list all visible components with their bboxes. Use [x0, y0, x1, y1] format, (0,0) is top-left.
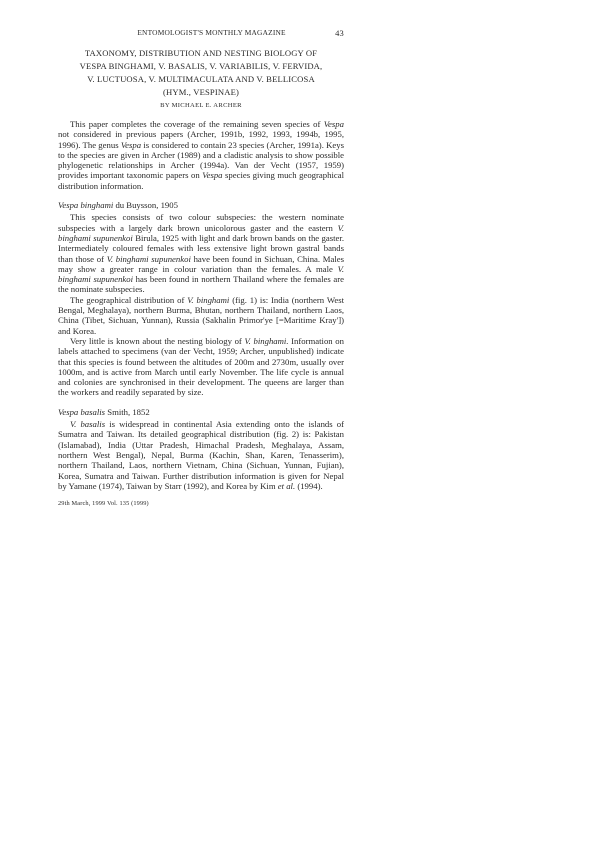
intro-text-3: is considered to contain 23 species (Archer, 1991a). Keys to the species are given in Archer (1989) and a cladistic analysis to show possible phylogenetic relationships in Archer (1994a). Van der Vecht (1957, 1959) provides important taxonomic papers on	[58, 139, 344, 181]
section-heading-binghami	[58, 200, 344, 210]
binghami-p3-taxon-1: V. binghami.	[244, 335, 289, 346]
running-header	[58, 28, 344, 38]
journal-name: ENTOMOLOGIST'S MONTHLY MAGAZINE	[137, 28, 286, 37]
intro-genus-1: Vespa	[323, 119, 344, 129]
binghami-p3-text-1: Very little is known about the nesting biology of	[70, 335, 245, 346]
author-byline: BY MICHAEL E. ARCHER	[160, 102, 242, 109]
issue-footer: 29th March, 1999 Vol. 135 (1999)	[58, 500, 149, 508]
basalis-p1-text-2: (1994).	[295, 480, 323, 491]
page-number: 43	[335, 28, 344, 38]
intro-text-4: species giving much geographical distribution information.	[58, 170, 344, 191]
title-line-2: VESPA BINGHAMI, V. BASALIS, V. VARIABILIS, V. FERVIDA,	[79, 61, 323, 71]
intro-genus-3: Vespa	[202, 170, 223, 181]
binghami-paragraph-3	[58, 336, 344, 398]
binghami-p1-text-1: This species consists of two colour subspecies: the western nominate subspecies with a largely dark brown unicolorous gaster and the eastern	[58, 212, 344, 233]
section-heading-basalis	[58, 407, 344, 417]
intro-paragraph	[58, 119, 344, 191]
title-line-3: V. LUCTUOSA, V. MULTIMACULATA AND V. BELLICOSA	[87, 74, 315, 84]
intro-genus-2: Vespa	[120, 139, 142, 150]
binghami-p1-text-3: have been found in Sichuan, China. Males may show a greater range in colour variation than the females. A male	[58, 253, 345, 274]
page	[58, 28, 344, 507]
binghami-p1-taxon-2: V. binghami supunenkoi	[106, 253, 191, 264]
binghami-p2-text-2: (fig. 1) is: India (northern West Bengal, Meghalaya), northern Burma, Bhutan, northern Thailand, northern Laos, China (Tibet, Sichuan, Yunnan), Russia (Sakhalin Primor'ye [=Maritime Kray']) and Korea.	[58, 294, 344, 336]
title-line-1: TAXONOMY, DISTRIBUTION AND NESTING BIOLOGY OF	[84, 48, 318, 58]
binghami-p1-text-4: has been found in northern Thailand where the females are the nominate subspecies.	[58, 274, 345, 295]
article-title	[58, 47, 344, 109]
binghami-p1-taxon-1: V. binghami supunenkoi	[58, 222, 344, 243]
binghami-paragraph-1	[58, 212, 344, 294]
binghami-p2-text-1: The geographical distribution of	[70, 294, 188, 305]
basalis-paragraph-1	[58, 419, 344, 491]
intro-text-1: This paper completes the coverage of the remaining seven species of	[70, 119, 324, 129]
binghami-heading-author: du Buysson, 1905	[113, 200, 178, 211]
binghami-p2-taxon-1: V. binghami	[187, 294, 230, 305]
basalis-p1-text-1: is widespread in continental Asia extending onto the islands of Sumatra and Taiwan. Its detailed geographical distribution (fig. 2) is: Pakistan (Islamabad), India (Uttar Pradesh, Himachal Pradesh, Meghalaya, Assam, northern West Bengal), Nepal, Burma (Kachin, Shan, Karen, Tenasserim), northern Thailand, Laos, northern Vietnam, China (Sichuan, Yunnan, Fujian), Korea, Sumatra and Taiwan. Further distribution information is given for Nepal by Yamane (1974), Taiwan by Starr (1992), and Korea by Kim	[58, 419, 344, 491]
basalis-p1-etal: et al.	[277, 480, 296, 491]
binghami-p1-taxon-3: V. binghami supunenkoi	[58, 263, 344, 285]
binghami-p3-text-2: Information on labels attached to specimens (van der Vecht, 1959; Archer, unpublished) indicate that this species is found between the altitudes of 200m and 2730m, usually over 1000m, and is active from March until early November. The life cycle is annual and colonies are synchronised in their development. The queens are larger than the workers and readily separated by size.	[58, 335, 344, 398]
basalis-heading-name: Vespa basalis	[58, 406, 106, 417]
basalis-p1-taxon-1: V. basalis	[70, 419, 106, 430]
intro-text-2: not considered in previous papers (Archer, 1991b, 1992, 1993, 1994b, 1995, 1996). The genus	[58, 129, 344, 150]
title-line-4: (HYM., VESPINAE)	[162, 87, 239, 97]
binghami-heading-name: Vespa binghami	[58, 200, 114, 211]
binghami-p1-text-2: Birula, 1925 with light and dark brown bands on the gaster. Intermediately coloured females with less extensive light brown gastral bands than those of	[58, 232, 344, 264]
binghami-paragraph-2	[58, 295, 344, 336]
basalis-heading-author: Smith, 1852	[105, 406, 150, 417]
